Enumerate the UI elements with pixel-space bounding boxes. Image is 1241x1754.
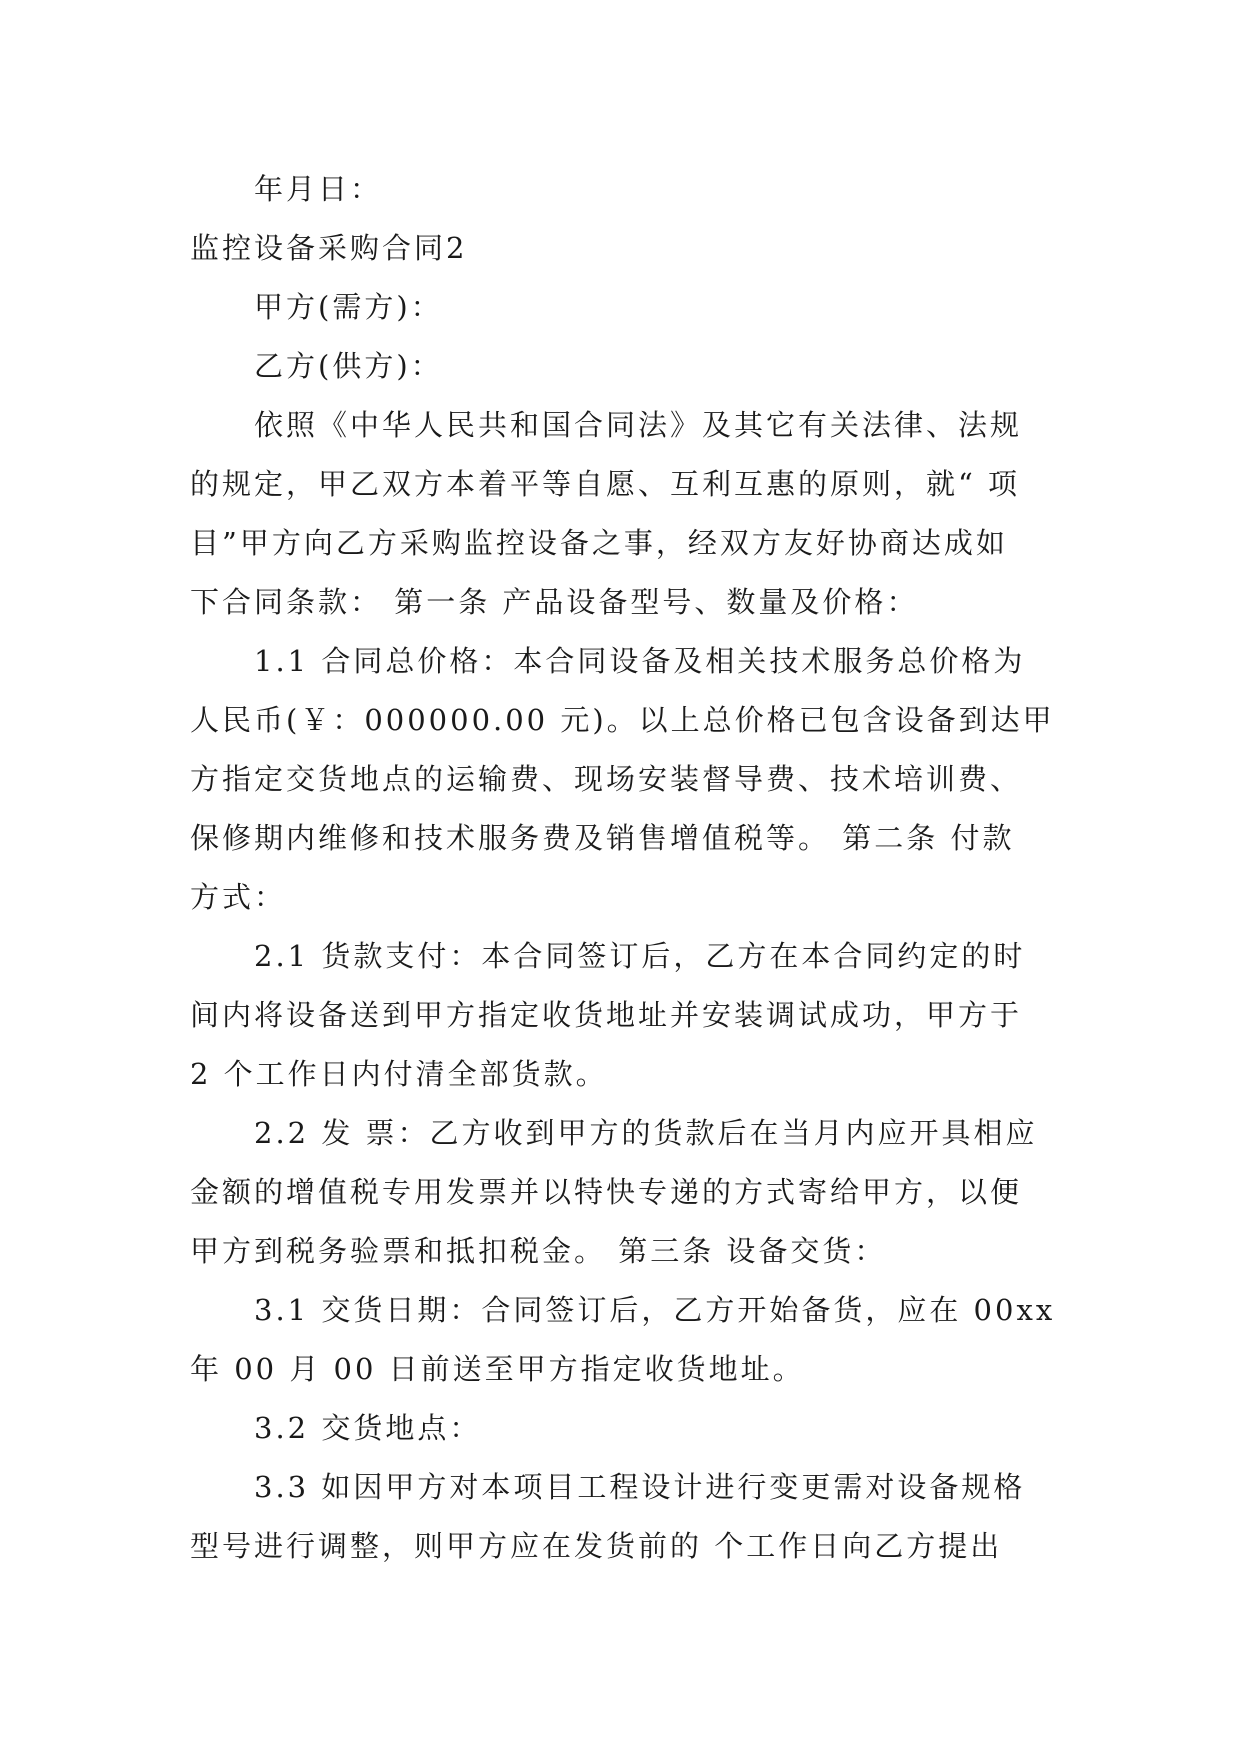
paragraph-line: 目”甲方向乙方采购监控设备之事，经双方友好协商达成如 bbox=[190, 526, 1008, 560]
paragraph-line: 间内将设备送到甲方指定收货地址并安装调试成功，甲方于 bbox=[190, 998, 1023, 1032]
paragraph-line: 甲方(需方)： bbox=[254, 290, 443, 324]
paragraph-line: 监控设备采购合同2 bbox=[190, 231, 468, 265]
paragraph-line: 年 00 月 00 日前送至甲方指定收货地址。 bbox=[190, 1352, 805, 1386]
paragraph-line: 型号进行调整，则甲方应在发货前的 个工作日向乙方提出 bbox=[190, 1529, 1003, 1563]
paragraph-line: 保修期内维修和技术服务费及销售增值税等。 第二条 付款 bbox=[190, 821, 1015, 855]
paragraph-line: 的规定，甲乙双方本着平等自愿、互利互惠的原则，就“ 项 bbox=[190, 467, 1021, 501]
paragraph-line: 方指定交货地点的运输费、现场安装督导费、技术培训费、 bbox=[190, 762, 1023, 796]
paragraph-line: 2.2 发 票：乙方收到甲方的货款后在当月内应开具相应 bbox=[254, 1116, 1038, 1150]
paragraph-line: 3.3 如因甲方对本项目工程设计进行变更需对设备规格 bbox=[254, 1470, 1026, 1504]
paragraph-line: 3.2 交货地点： bbox=[254, 1411, 482, 1445]
paragraph-line: 甲方到税务验票和抵扣税金。 第三条 设备交货： bbox=[190, 1234, 887, 1268]
document-body bbox=[190, 160, 1065, 1576]
paragraph-line: 依照《中华人民共和国合同法》及其它有关法律、法规 bbox=[254, 408, 1023, 442]
paragraph-line: 方式： bbox=[190, 880, 287, 914]
paragraph-line: 3.1 交货日期：合同签订后，乙方开始备货，应在 00xx bbox=[254, 1293, 1056, 1327]
paragraph-line: 人民币(￥：000000.00 元)。以上总价格已包含设备到达甲 bbox=[190, 703, 1055, 737]
paragraph-line: 2.1 货款支付：本合同签订后，乙方在本合同约定的时 bbox=[254, 939, 1026, 973]
paragraph-line: 金额的增值税专用发票并以特快专递的方式寄给甲方，以便 bbox=[190, 1175, 1023, 1209]
paragraph-line: 下合同条款： 第一条 产品设备型号、数量及价格： bbox=[190, 585, 919, 619]
paragraph-line: 年月日： bbox=[254, 172, 383, 206]
paragraph-line: 2 个工作日内付清全部货款。 bbox=[190, 1057, 608, 1091]
paragraph-line: 1.1 合同总价格：本合同设备及相关技术服务总价格为 bbox=[254, 644, 1026, 678]
paragraph-line: 乙方(供方)： bbox=[254, 349, 443, 383]
